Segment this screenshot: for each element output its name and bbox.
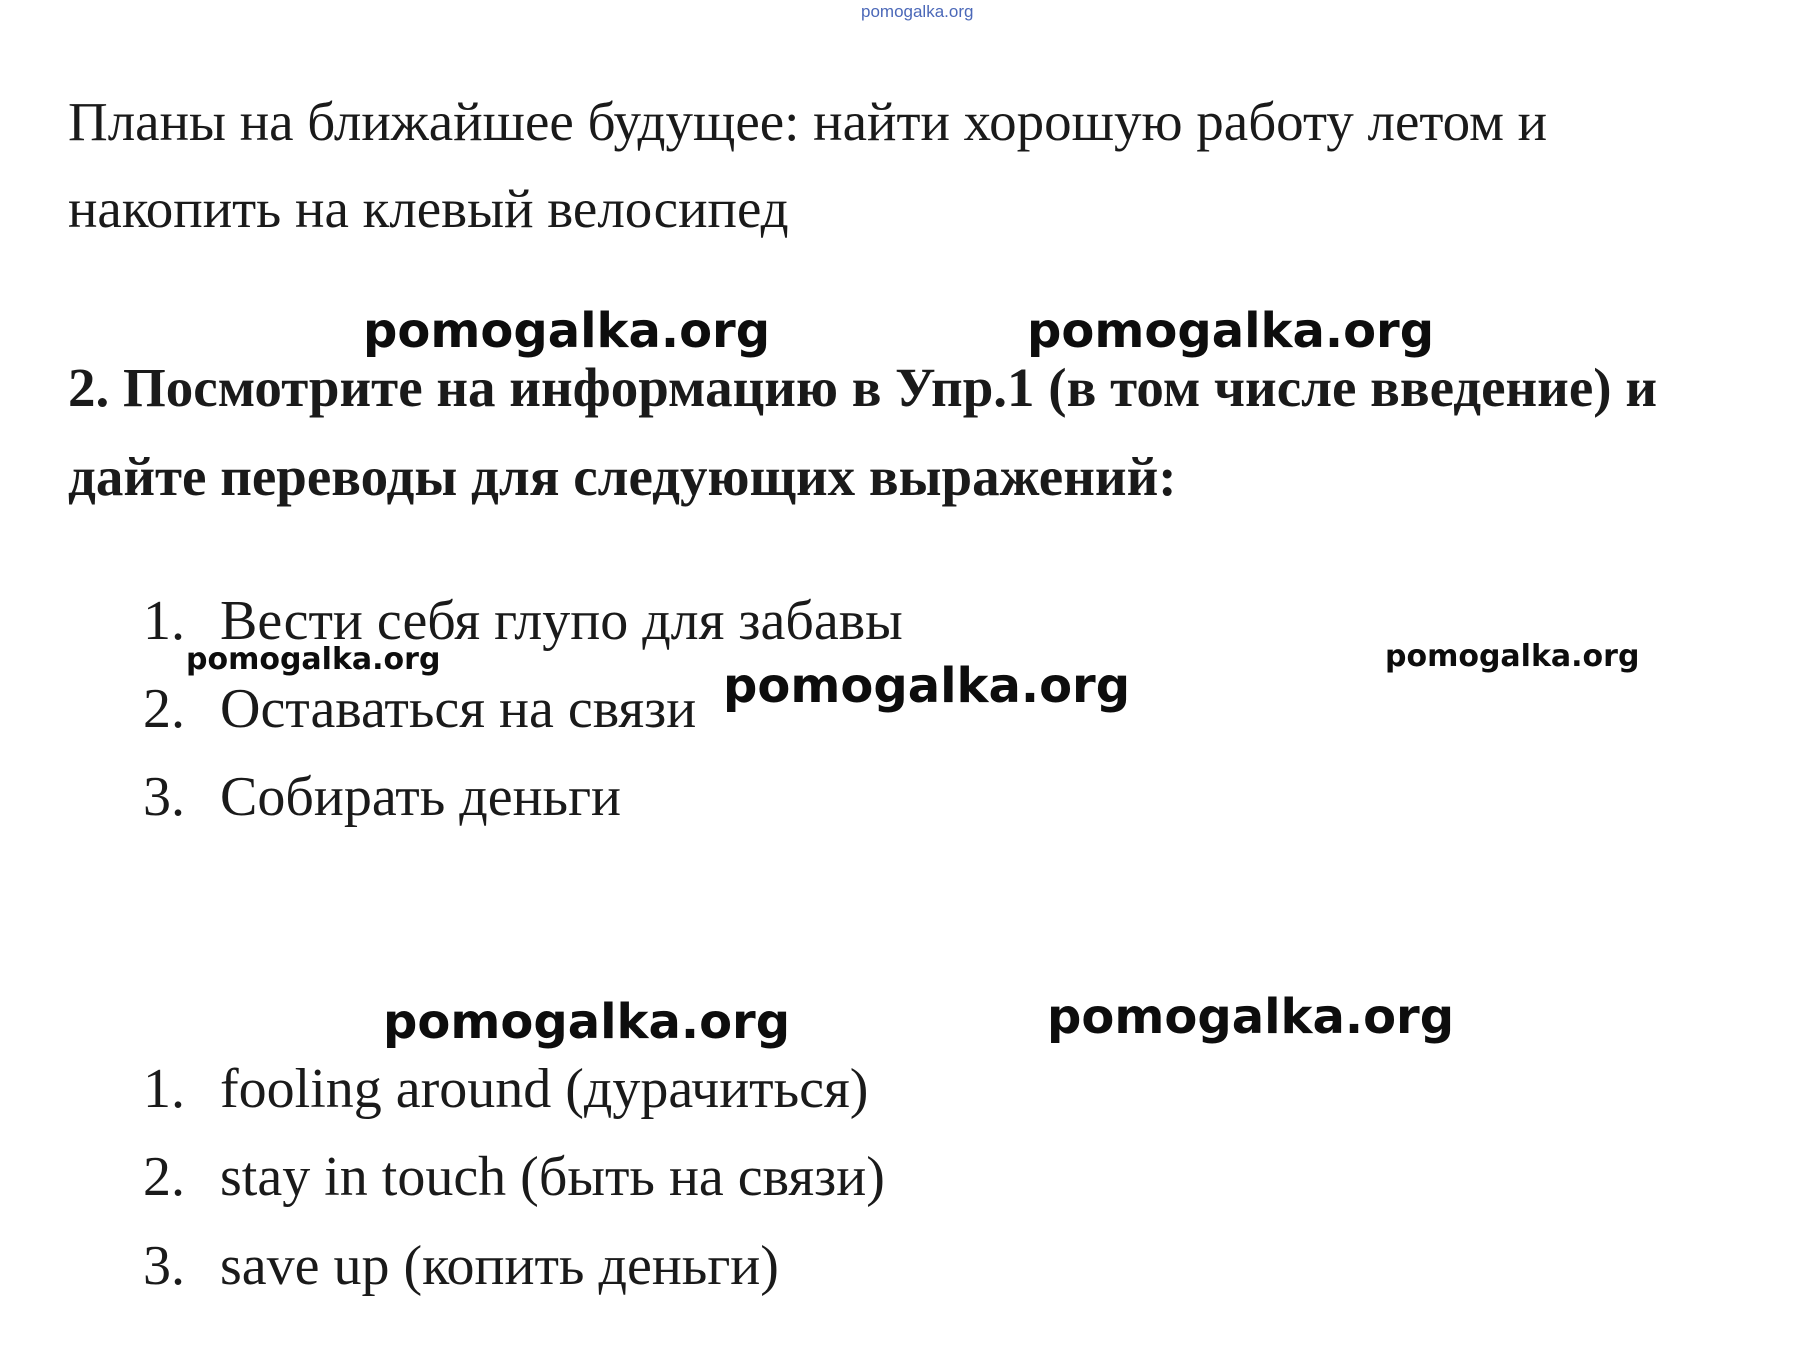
plans-text-line-1: Планы на ближайшее будущее: найти хорошую работу летом и — [68, 91, 1548, 152]
list-item — [143, 1235, 779, 1297]
list-item-text: fooling around (дурачиться) — [220, 1058, 869, 1120]
list-item-number: 1. — [143, 1058, 185, 1120]
watermark: pomogalka.org — [186, 642, 441, 677]
task-heading-line-1: 2. Посмотрите на информацию в Упр.1 (в том числе введение) и — [68, 357, 1658, 418]
list-item-number: 2. — [143, 678, 185, 740]
list-item — [143, 678, 697, 740]
list-item-text: Вести себя глупо для забавы — [220, 590, 903, 652]
list-item-text: Оставаться на связи — [220, 678, 697, 740]
list-item-number: 2. — [143, 1146, 185, 1208]
list-item-number: 3. — [143, 766, 185, 828]
list-item-text: save up (копить деньги) — [220, 1235, 779, 1297]
list-item-number: 1. — [143, 590, 185, 652]
watermark: pomogalka.org — [1047, 989, 1455, 1045]
task-heading-line-2: дайте переводы для следующих выражений: — [68, 446, 1177, 507]
list-item-number: 3. — [143, 1235, 185, 1297]
list-item-text: stay in touch (быть на связи) — [220, 1146, 885, 1208]
watermark: pomogalka.org — [1385, 639, 1640, 674]
list-item-text: Собирать деньги — [220, 766, 622, 828]
list-item — [143, 766, 622, 828]
watermark: pomogalka.org — [1027, 303, 1435, 359]
plans-text-line-2: накопить на клевый велосипед — [68, 178, 789, 239]
watermark: pomogalka.org — [723, 658, 1131, 714]
header-watermark: pomogalka.org — [861, 2, 974, 21]
list-item — [143, 590, 903, 652]
list-item — [143, 1058, 869, 1120]
watermark: pomogalka.org — [383, 994, 791, 1050]
list-item — [143, 1146, 885, 1208]
watermark: pomogalka.org — [363, 303, 771, 359]
